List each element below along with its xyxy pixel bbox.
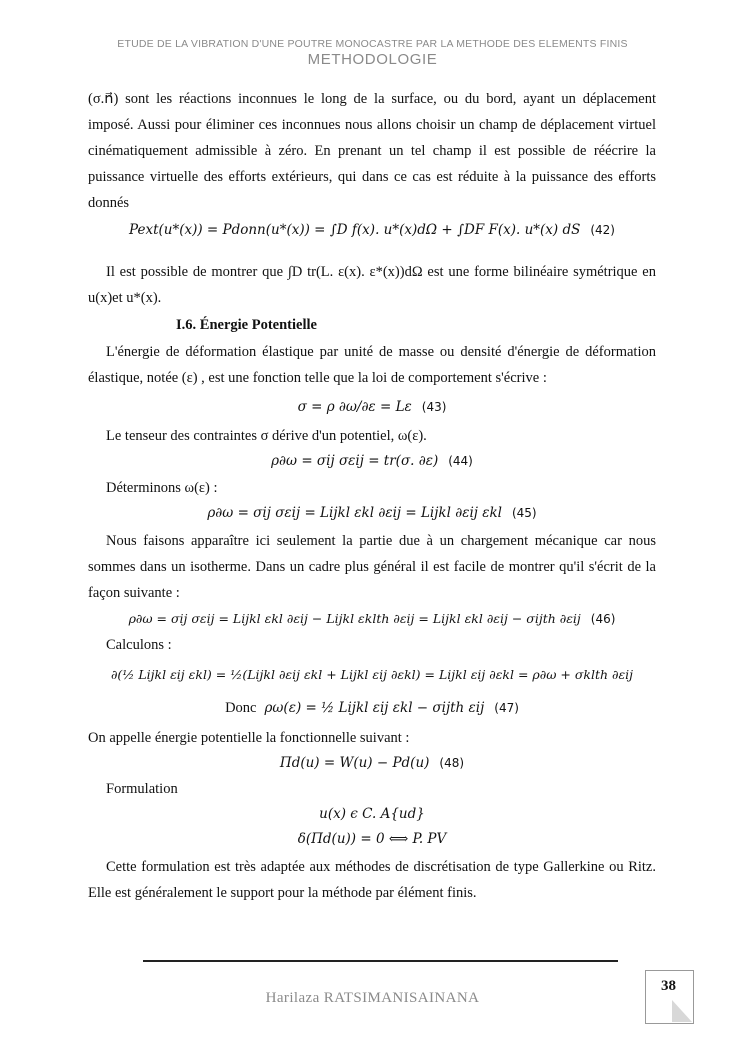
section-heading: I.6. Énergie Potentielle <box>176 317 317 333</box>
equation-47-body: ρω(ε) = ½ Lijkl εij εkl − σijth εij <box>264 700 485 716</box>
equation-47-number: (47) <box>494 701 519 715</box>
equation-42-body: Pext(u*(x)) = Pdonn(u*(x)) = ∫D f(x). u*(x)dΩ + ∫DF F(x). u*(x) dS <box>128 222 581 238</box>
equation-42 <box>88 222 656 238</box>
equation-45 <box>88 505 656 521</box>
paragraph-energy: L'énergie de déformation élastique par unité de masse ou densité d'énergie de déformation élastique, notée (ε) , est une fonction telle que la loi de comportement s'écrive : <box>88 344 656 386</box>
paragraph-bilinear: Il est possible de montrer que ∫D tr(L. ε(x). ε*(x))dΩ est une forme bilinéaire symétrique en u(x)et u*(x). <box>88 264 656 306</box>
equation-46-number: (46) <box>590 612 616 626</box>
equation-47-prefix: Donc <box>225 700 257 716</box>
footer-divider <box>143 960 618 962</box>
footer-author: Harilaza RATSIMANISAINANA <box>265 990 480 1006</box>
equation-46 <box>88 611 656 626</box>
equation-43 <box>88 399 656 415</box>
paragraph-formulation: Formulation <box>106 781 178 797</box>
equation-46-body: ρ∂ω = σij σεij = Lijkl εkl ∂εij − Lijkl εklth ∂εij = Lijkl εkl ∂εij − σijth ∂εij <box>128 611 581 626</box>
chapter-header: METHODOLOGIE <box>307 51 438 68</box>
formulation-line-1: u(x) ϵ C. A{ud} <box>319 806 425 822</box>
formulation-line-2: δ(Πd(u)) = 0 ⟺ P. PV <box>297 831 447 847</box>
paragraph-reactions: (σ.n⃗) sont les réactions inconnues le long de la surface, ou du bord, ayant un déplacement imposé. Aussi pour éliminer ces inconnues nous allons choisir un champ de déplacement virtuel cinématiquement admissible à zéro. En prenant un tel champ il est possible de réécrire la puissance virtuelle des efforts extérieurs, qui dans ce cas est réduite à la puissance des efforts donnés <box>88 91 656 211</box>
equation-44-body: ρ∂ω = σij σεij = tr(σ. ∂ε) <box>271 453 439 469</box>
equation-45-number: (45) <box>511 506 537 520</box>
equation-43-number: (43) <box>421 400 447 414</box>
equation-48 <box>88 755 656 771</box>
equation-43-body: σ = ρ ∂ω/∂ε = Lε <box>297 399 412 415</box>
running-header: ETUDE DE LA VIBRATION D'UNE POUTRE MONOCASTRE PAR LA METHODE DES ELEMENTS FINIS <box>117 38 628 50</box>
equation-42-number: (42) <box>590 223 615 237</box>
equation-45-body: ρ∂ω = σij σεij = Lijkl εkl ∂εij = Lijkl ∂εij εkl <box>207 505 502 521</box>
equation-44-number: (44) <box>448 454 473 468</box>
page-curl-icon <box>672 1000 692 1022</box>
paragraph-tensor: Le tenseur des contraintes σ dérive d'un potentiel, ω(ε). <box>106 428 427 444</box>
equation-48-body: Πd(u) = W(u) − Pd(u) <box>279 755 430 771</box>
paragraph-potential: On appelle énergie potentielle la fonctionnelle suivant : <box>88 730 410 746</box>
page-number: 38 <box>661 978 676 994</box>
paragraph-calculate: Calculons : <box>106 637 172 653</box>
paragraph-mechanical: Nous faisons apparaître ici seulement la partie due à un chargement mécanique car nous sommes dans un isotherme. Dans un cadre plus général il est facile de montrer qu'il s'écrit de la façon suivante : <box>88 533 656 601</box>
equation-48-number: (48) <box>439 756 465 770</box>
equation-calculation: ∂(½ Lijkl εij εkl) = ½(Lijkl ∂εij εkl + Lijkl εij ∂εkl) = Lijkl εij ∂εkl = ρ∂ω + σklth ∂εij <box>110 667 634 682</box>
equation-44 <box>88 453 656 469</box>
paragraph-conclusion: Cette formulation est très adaptée aux méthodes de discrétisation de type Gallerkine ou Ritz. Elle est généralement le support pour la méthode par élément finis. <box>88 859 656 901</box>
paragraph-determine: Déterminons ω(ε) : <box>106 480 218 496</box>
equation-47 <box>88 700 656 717</box>
